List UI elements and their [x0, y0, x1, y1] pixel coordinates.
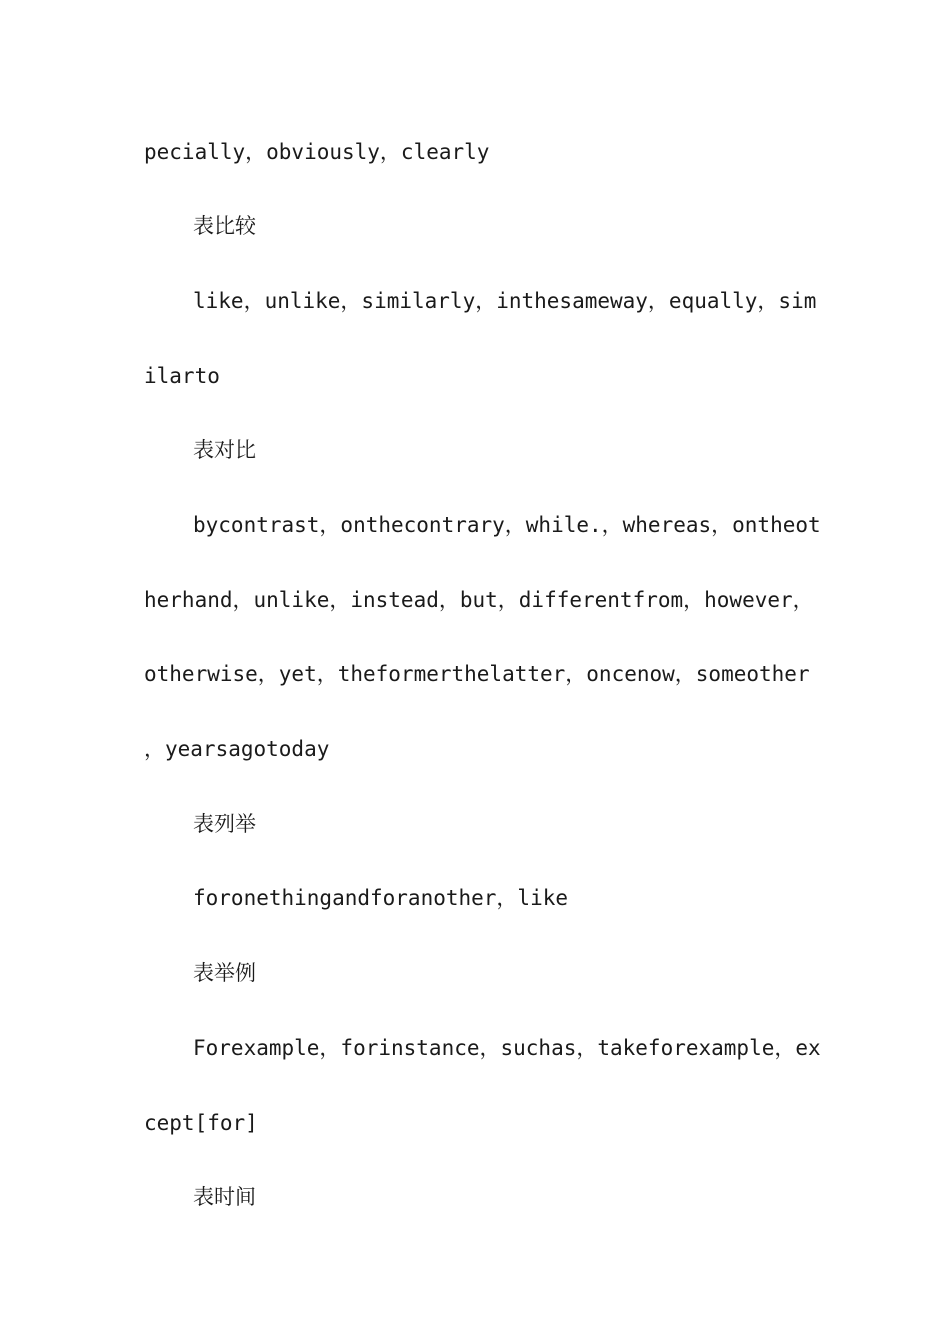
text-line-7: herhand，unlike，instead，but，differentfrom，however，: [144, 588, 814, 612]
text-line-3: like，unlike，similarly，inthesameway，equally，sim: [193, 289, 817, 313]
text-line-14: cept[for]: [144, 1111, 258, 1135]
heading-example: 表举例: [193, 961, 256, 985]
heading-contrast: 表对比: [193, 438, 256, 462]
text-line-1: pecially，obviously，clearly: [144, 140, 490, 164]
heading-enumeration: 表列举: [193, 812, 256, 836]
text-line-13: Forexample，forinstance，suchas，takeforexample，ex: [193, 1036, 821, 1060]
text-line-4: ilarto: [144, 364, 220, 388]
text-line-11: foronethingandforanother，like: [193, 886, 569, 910]
heading-time: 表时间: [193, 1185, 256, 1209]
text-line-6: bycontrast，onthecontrary，while.，whereas，ontheot: [193, 513, 821, 537]
text-line-8: otherwise，yet，theformerthelatter，oncenow，someother: [144, 662, 810, 686]
text-line-9: ，yearsagotoday: [144, 737, 330, 761]
heading-comparison: 表比较: [193, 214, 256, 238]
